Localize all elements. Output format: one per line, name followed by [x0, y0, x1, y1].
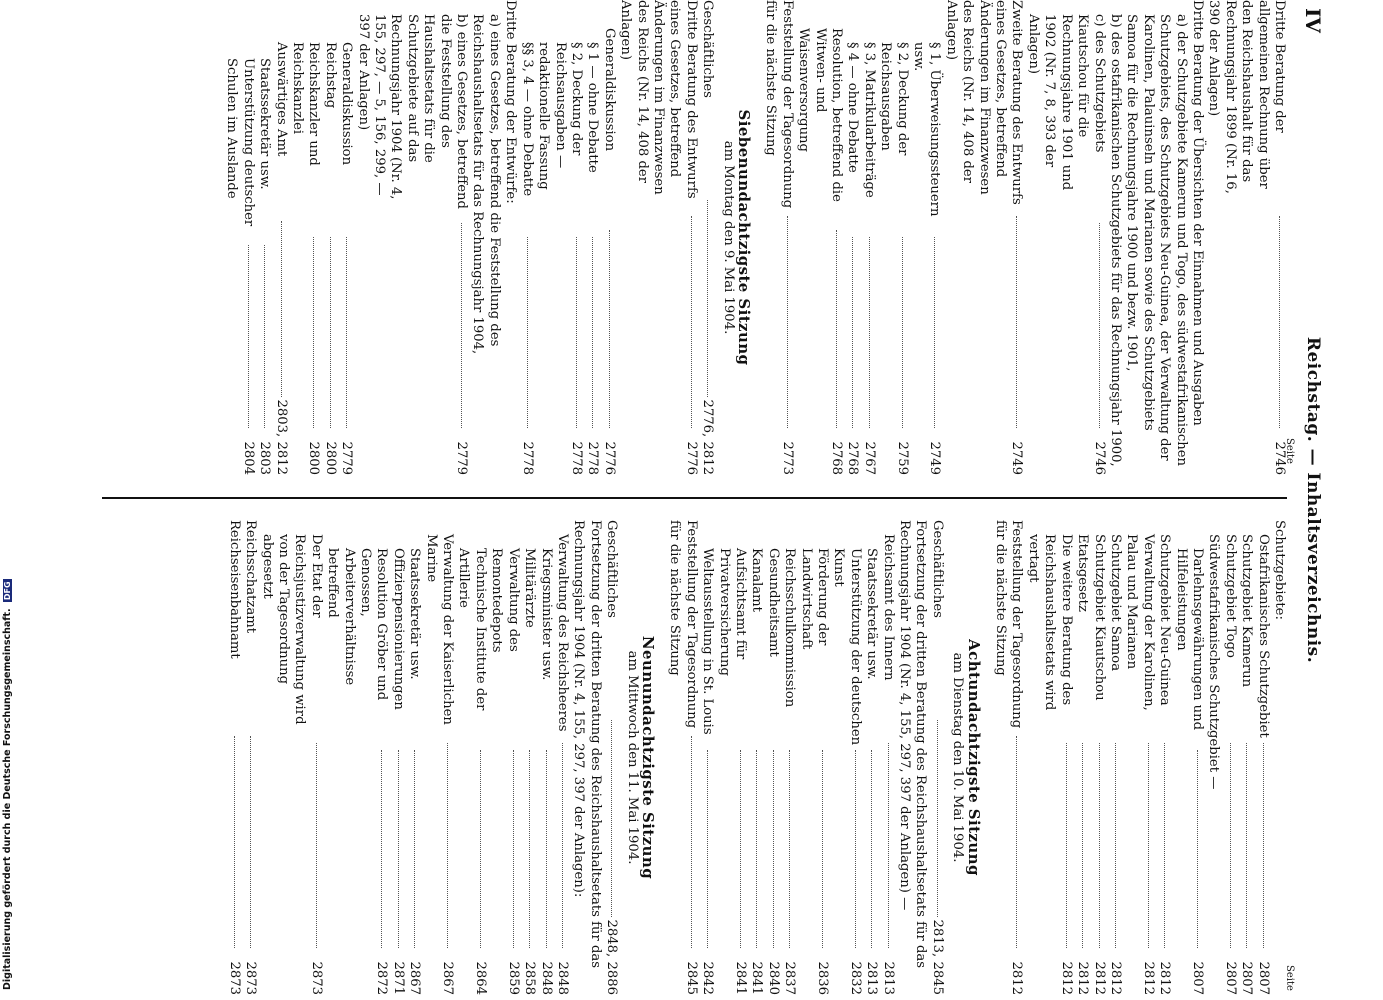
toc-entry [518, 0, 534, 475]
toc-entry-page: 2778 [568, 441, 584, 475]
toc-entry [338, 0, 354, 475]
toc-entry [1221, 520, 1237, 995]
toc-entry-text: Südwestafrikanisches Schutzgebiet — [1206, 534, 1222, 790]
toc-entry-page: 2848 [538, 961, 554, 995]
leader-dots [381, 750, 382, 949]
leader-dots [855, 750, 856, 949]
toc-entry-page: 2812 [1075, 961, 1091, 995]
running-title: Reichstag. — Inhaltsverzeichnis. [1303, 336, 1323, 664]
toc-entry [1123, 520, 1156, 995]
toc-entry-text: Generaldiskussion [601, 28, 617, 152]
toc-entry [389, 520, 405, 995]
toc-entry-page: 2871 [390, 961, 406, 995]
toc-entry-page: 2749 [1009, 441, 1025, 475]
toc-entry-page: 2812 [1157, 961, 1173, 995]
toc-entry-page: 2848, 2886 [604, 919, 620, 996]
toc-entry-page: 2749 [927, 441, 943, 475]
leader-dots [934, 237, 935, 429]
toc-entry-text: Der Etat der Reichsjustizverwaltung wird von der Tagesordnung abgesetzt [259, 534, 324, 725]
toc-entry-text: Weltausstellung in St. Louis [700, 548, 716, 735]
leader-dots [852, 237, 853, 429]
toc-entry-text: Geschäftliches [929, 520, 945, 618]
toc-entry-page: 2767 [861, 441, 877, 475]
leader-dots [234, 736, 235, 949]
toc-entry [272, 0, 288, 475]
toc-entry [699, 520, 715, 995]
left-entries-2 [223, 0, 715, 475]
toc-entry-text: Generaldiskussion [339, 42, 355, 166]
toc-entry [1025, 520, 1074, 995]
section-title: Achtundachtzigste Sitzung [964, 639, 983, 876]
toc-entry [910, 0, 943, 475]
toc-entry [554, 520, 570, 995]
toc-entry-page: 2768 [845, 441, 861, 475]
toc-entry-page: 2873 [308, 961, 324, 995]
toc-entry-text: Ostafrikanisches Schutzgebiet [1255, 534, 1271, 738]
column-divider [102, 497, 1287, 499]
leader-dots [789, 750, 790, 949]
leader-dots [1148, 743, 1149, 949]
toc-entry [942, 0, 1024, 475]
leader-dots [822, 750, 823, 949]
toc-entry-page: 2800 [322, 441, 338, 475]
leader-dots [1164, 743, 1165, 949]
toc-entry [354, 0, 469, 475]
footer-text: Digitalisierung gefördert durch die Deutsche Forschungsgemeinschaft. [2, 608, 13, 990]
toc-entry [537, 520, 553, 995]
toc-entry-page: 2807 [1189, 961, 1205, 995]
section-title: Siebenundachtzigste Sitzung [735, 109, 753, 366]
page-header [1284, 0, 1329, 1000]
toc-entry-page: 2803 [257, 441, 273, 475]
seite-label-left: Seite [1284, 438, 1295, 464]
toc-entry-text: Schutzgebiet Kamerun [1239, 534, 1255, 688]
toc-entry [795, 0, 844, 475]
toc-entry-text: § 2, Deckung der Reichsausgaben — redaktionelle Fassung [536, 42, 584, 190]
leader-dots [1279, 216, 1280, 429]
toc-entry-text: Staatssekretär usw. [864, 548, 880, 680]
toc-entry-page: 2840 [765, 961, 781, 995]
toc-entry [877, 0, 910, 475]
toc-entry-page: 2842 [700, 961, 716, 995]
toc-entry [1271, 520, 1287, 995]
toc-entry-page: 2841 [749, 961, 765, 995]
toc-entry [1238, 520, 1254, 995]
toc-entry-text: a) eines Gesetzes, betreffend die Feststellung des Reichshaushaltsetats für das Rechnungsjahr 1904, [470, 14, 502, 355]
toc-entry [764, 520, 780, 995]
toc-entry-page: 2776 [601, 441, 617, 475]
leader-dots [707, 200, 708, 397]
leader-dots [1263, 743, 1264, 949]
toc-entry-page: 2867 [440, 961, 456, 995]
toc-entry-text: Darlehnsgewährungen und Hilfeleistungen [1173, 548, 1205, 731]
toc-entry [1090, 520, 1106, 995]
toc-entry-page: 2776, 2812 [700, 399, 716, 476]
leader-dots [576, 237, 577, 429]
toc-entry-text: § 3, Matrikularbeiträge [861, 42, 877, 198]
leader-dots [346, 237, 347, 429]
toc-entry-page: 2746 [1091, 441, 1107, 475]
toc-entry [256, 0, 272, 475]
leader-dots [871, 750, 872, 949]
toc-entry [242, 520, 258, 995]
leader-dots [281, 221, 282, 397]
left-column [223, 0, 1287, 475]
toc-entry-page: 2813 [864, 961, 880, 995]
toc-entry-page: 2832 [847, 961, 863, 995]
toc-entry-text: Fortsetzung der dritten Beratung des Reichshaushaltsetats für das Rechnungsjahr 1904 (Nr. 4, 155, 297, 397 der Anlagen): [571, 520, 603, 969]
toc-entry-text: Dritte Beratung des Entwurfs eines Gesetzes, betreffend Änderungen im Finanzwesen des Reichs (Nr. 14, 408 der Anlagen) [618, 0, 699, 199]
toc-entry [992, 520, 1025, 995]
toc-entry-page: 2800 [306, 441, 322, 475]
toc-entry [781, 520, 797, 995]
toc-entry-text: Dritte Beratung der allgemeinen Rechnung über den Reichshaushalt für das Rechnungsjahr 1899 (Nr. 16, 390 der Anlagen) [1206, 0, 1287, 194]
toc-entry-text: Staatssekretär usw. [257, 58, 273, 190]
toc-entry-text: Auswärtiges Amt [273, 42, 289, 157]
toc-entry [535, 0, 584, 475]
toc-entry-page: 2848 [554, 961, 570, 995]
leader-dots [937, 720, 938, 917]
leader-dots [1017, 216, 1018, 429]
leader-dots [902, 237, 903, 429]
toc-entry-text: § 1, Überweisungssteuern usw. [911, 42, 943, 217]
leader-dots [562, 743, 563, 949]
toc-entry-text: Schutzgebiet Togo [1222, 534, 1238, 658]
toc-entry-page: 2845 [683, 961, 699, 995]
leader-dots [691, 216, 692, 429]
toc-entry-text: a) der Schutzgebiete Kamerun und Togo, des südwestafrikanischen Schutzgebiets, des Schutzgebiets Neu-Guinea, der Verwaltung der Karolinen, Palauinseln und Marianen sowie des Schutzgebiets Samoa für die Rechnungsjahre 1900 und bezw. 1901, [1124, 14, 1189, 467]
toc-entry-text: Geschäftliches [604, 520, 620, 618]
toc-entry [521, 520, 537, 995]
right-entries [992, 520, 1287, 995]
toc-entry [223, 0, 256, 475]
toc-entry [289, 0, 322, 475]
toc-entry-text: Unterstützung der deutschen Kunst [831, 548, 863, 746]
toc-entry [797, 520, 830, 995]
document-page [45, 0, 1335, 1000]
toc-entry-page: 2759 [894, 441, 910, 475]
leader-dots [1082, 743, 1083, 949]
toc-entry [600, 0, 616, 475]
toc-entry-page: 2813 [880, 961, 896, 995]
toc-entry [225, 520, 241, 995]
toc-entry-page: 2746 [1272, 441, 1287, 475]
toc-entry-text: b) des ostafrikanischen Schutzgebiets für das Rechnungsjahr 1900, [1107, 14, 1123, 467]
toc-entry-page: 2841 [733, 961, 748, 995]
toc-entry [844, 0, 860, 475]
toc-entry-page: 2812 [1107, 961, 1123, 995]
leader-dots [869, 237, 870, 429]
toc-entry [321, 0, 337, 475]
leader-dots [480, 750, 481, 949]
toc-entry-page: 2867 [407, 961, 423, 995]
toc-entry-page: 2812 [1009, 961, 1025, 995]
toc-entry-page: 2812 [1140, 961, 1156, 995]
toc-entry-page: 2813, 2845 [929, 919, 945, 996]
leader-dots [447, 743, 448, 949]
toc-entry-text: Etatsgesetz [1075, 534, 1091, 612]
toc-entry-text: Kanalamt [749, 548, 765, 612]
toc-entry [879, 520, 895, 995]
leader-dots [264, 245, 265, 429]
seite-label-right: Seite [1284, 965, 1295, 991]
toc-entry [666, 520, 699, 995]
section-title: Neunundachtzigste Sitzung [638, 635, 657, 880]
toc-entry-page: 2872 [374, 961, 390, 995]
leader-dots [398, 750, 399, 949]
toc-entry [469, 0, 502, 475]
toc-entry-page: 2873 [243, 961, 259, 995]
toc-entry-text: Unterstützung deutscher Schulen im Auslande [224, 58, 256, 227]
toc-entry [1123, 0, 1189, 475]
toc-entry-text: Reichstag [322, 42, 338, 109]
toc-entry [1074, 520, 1090, 995]
leader-dots [527, 237, 528, 429]
toc-entry-page: 2812 [1058, 961, 1074, 995]
toc-entry [324, 520, 390, 995]
toc-entry-text: Offizierpensionierungen [390, 548, 406, 710]
toc-entry-text: Feststellung der Tagesordnung für die nächste Sitzung [667, 520, 699, 729]
toc-entry-text: Feststellung der Tagesordnung für die nächste Sitzung [993, 520, 1025, 729]
toc-entry-text: Aufsichtsamt für Privatversicherung [716, 548, 748, 676]
toc-entry [488, 520, 521, 995]
toc-entry-text: b) eines Gesetzes, betreffend die Feststellung des Haushaltsetats für die Schutzgebiete auf das Rechnungsjahr 1904 (Nr. 4, 155, 297, — 5, 156, 299, — 397 der Anlagen) [355, 14, 470, 209]
toc-entry [1205, 520, 1221, 995]
toc-entry [1025, 0, 1107, 475]
section-date: am Mittwoch den 11. Mai 1904. [624, 650, 640, 865]
page-number: IV [1301, 8, 1325, 33]
leader-dots [529, 750, 530, 949]
toc-entry [1205, 0, 1287, 475]
toc-entry-text: Verwaltung des Remontedepots [489, 548, 521, 653]
leader-dots [836, 230, 837, 429]
toc-entry-page: 2804 [240, 441, 256, 475]
toc-entry [406, 520, 422, 995]
toc-entry [699, 0, 715, 475]
toc-entry-page: 2778 [519, 441, 535, 475]
leader-dots [414, 750, 415, 949]
toc-entry [1189, 0, 1205, 475]
toc-entry-text: Zweite Beratung des Entwurfs eines Gesetzes, betreffend Änderungen im Finanzwesen des Reichs (Nr. 14, 408 der Anlagen) [943, 0, 1025, 205]
toc-entry-text: Geschäftliches [700, 0, 716, 98]
right-entries-3 [225, 520, 619, 995]
toc-entry [1107, 520, 1123, 995]
toc-entry-text: §§ 3, 4 — ohne Debatte [519, 42, 535, 197]
leader-dots [888, 743, 889, 949]
right-entries-2 [666, 520, 945, 995]
leader-dots [740, 750, 741, 949]
toc-entry-text: Verwaltung der Kaiserlichen Marine [423, 534, 456, 725]
leader-dots [691, 736, 692, 949]
toc-entry-text: Technische Institute der Artillerie [456, 548, 488, 711]
toc-entry-page: 2873 [226, 961, 242, 995]
leader-dots [1017, 736, 1018, 949]
leader-dots [330, 237, 331, 429]
toc-entry-text: Schutzgebiete: [1272, 520, 1287, 620]
leader-dots [248, 245, 249, 429]
leader-dots [546, 750, 547, 949]
toc-entry-text: Reichseisenbahnamt [226, 520, 242, 659]
toc-entry [617, 0, 699, 475]
toc-entry-page: 2807 [1239, 961, 1255, 995]
toc-entry [1156, 520, 1172, 995]
toc-entry [1254, 520, 1270, 995]
toc-entry-page: 2779 [339, 441, 355, 475]
toc-entry-text: Förderung der Landwirtschaft [798, 548, 831, 650]
toc-entry-page: 2836 [815, 961, 831, 995]
toc-entry-text: Militärärzte [522, 548, 538, 628]
leader-dots [1099, 223, 1100, 429]
toc-entry [860, 0, 876, 475]
footer-credit [2, 0, 16, 990]
toc-entry-text: Gesundheitsamt [765, 548, 781, 657]
leader-dots [787, 216, 788, 429]
toc-entry-text: Schutzgebiet Samoa [1107, 534, 1123, 672]
leader-dots [1230, 743, 1231, 949]
toc-entry [584, 0, 600, 475]
toc-entry-text: Feststellung der Tagesordnung für die nächste Sitzung [763, 0, 795, 209]
leader-dots [592, 237, 593, 429]
toc-entry-page: 2807 [1255, 961, 1271, 995]
toc-entry-page: 2779 [454, 441, 470, 475]
leader-dots [313, 237, 314, 429]
toc-entry [1172, 520, 1205, 995]
leader-dots [1066, 743, 1067, 949]
toc-entry-text: Resolution, betreffend die Witwen- und Waisenversorgung [796, 28, 845, 202]
toc-entry-text: Dritte Beratung der Übersichten der Einnahmen und Ausgaben [1189, 0, 1205, 426]
toc-entry-text: § 4 — ohne Debatte [845, 42, 861, 173]
toc-entry-page: 2768 [829, 441, 845, 475]
toc-entry-text: Schutzgebiet Neu-Guinea [1157, 534, 1173, 706]
toc-entry-text: Verwaltung der Karolinen, Palau und Marianen [1124, 534, 1156, 711]
right-column [225, 520, 1287, 995]
leader-dots [707, 750, 708, 949]
toc-entry-text: Die weitere Beratung des Reichshaushaltsetats wird vertagt [1025, 534, 1074, 711]
toc-entry [928, 520, 944, 995]
toc-entry [748, 520, 764, 995]
toc-entry [422, 520, 455, 995]
leader-dots [609, 230, 610, 429]
toc-entry [1107, 0, 1123, 475]
toc-entry-page: 2858 [522, 961, 538, 995]
leader-dots [250, 736, 251, 949]
toc-entry-text: Reichsschatzamt [243, 520, 259, 634]
toc-entry-text: Schutzgebiet Kiautschou [1091, 534, 1107, 701]
toc-entry-page: 2807 [1222, 961, 1238, 995]
toc-entry-text: Verwaltung des Reichsheeres [554, 534, 570, 732]
toc-entry [603, 520, 619, 995]
toc-entry [896, 520, 929, 995]
toc-entry-page: 2837 [782, 961, 798, 995]
toc-entry [455, 520, 488, 995]
leader-dots [1115, 743, 1116, 949]
toc-entry-text: Dritte Beratung der Entwürfe: [503, 0, 519, 204]
leader-dots [756, 750, 757, 949]
leader-dots [1197, 750, 1198, 949]
toc-entry [258, 520, 324, 995]
toc-entry-page: 2859 [505, 961, 521, 995]
leader-dots [316, 743, 317, 949]
leader-dots [1099, 743, 1100, 949]
toc-entry-page: 2812 [1091, 961, 1107, 995]
leader-dots [1246, 743, 1247, 949]
toc-entry [830, 520, 863, 995]
toc-entry-text: Reichsschulkommission [782, 548, 798, 708]
toc-entry [502, 0, 518, 475]
toc-entry [762, 0, 795, 475]
toc-entry-text: Reichskanzler und Reichskanzlei [290, 42, 322, 166]
toc-entry-text: Fortsetzung der dritten Beratung des Reichshaushaltsetats für das Rechnungsjahr 1904 (Nr. 4, 155, 297, 397 der Anlagen) — [897, 520, 929, 969]
toc-entry-text: c) des Schutzgebiets Kiautschou für die Rechnungsjahre 1901 und 1902 (Nr. 7, 8, 393 der Anlagen) [1025, 14, 1107, 191]
toc-entry-text: Staatssekretär usw. [407, 548, 423, 680]
toc-entry-page: 2803, 2812 [273, 399, 289, 476]
toc-entry [715, 520, 748, 995]
leader-dots [773, 750, 774, 949]
toc-entry-text: § 2, Deckung der Reichsausgaben [878, 42, 910, 156]
leader-dots [611, 720, 612, 917]
toc-entry-text: Reichsamt des Innern [880, 534, 896, 681]
left-entries [762, 0, 1287, 475]
toc-entry [863, 520, 879, 995]
toc-entry-text: § 1 — ohne Debatte [585, 42, 601, 173]
section-date: am Montag den 9. Mai 1904. [720, 140, 736, 335]
toc-entry [570, 520, 603, 995]
toc-entry-page: 2773 [779, 441, 795, 475]
toc-entry-text: Kriegsminister usw. [538, 548, 554, 681]
section-date: am Dienstag den 10. Mai 1904. [950, 652, 966, 863]
toc-entry-page: 2864 [472, 961, 488, 995]
leader-dots [513, 750, 514, 949]
dfg-logo: DFG [3, 581, 12, 601]
toc-entry-page: 2776 [683, 441, 699, 475]
toc-entry-page: 2778 [585, 441, 601, 475]
toc-entry-text: Resolution Gröber und Genossen, Arbeiterverhältnisse betreffend [325, 548, 390, 701]
leader-dots [461, 223, 462, 429]
